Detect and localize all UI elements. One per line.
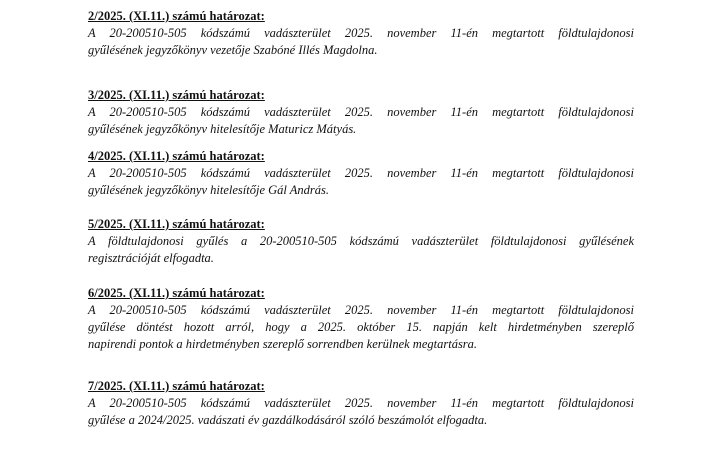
resolution-text-line: A 20-200510-505 kódszámú vadászterület 2025. november 11-én megtartott földtulajdonosi [88,396,634,410]
resolution-title: 7/2025. (XI.11.) számú határozat: [88,379,265,393]
resolution-text-line: A földtulajdonosi gyűlés a 20-200510-505 kódszámú vadászterület földtulajdonosi gyűlésének [88,234,634,248]
resolution-text-line: gyűlésének jegyzőkönyv vezetője Szabóné Illés Magdolna. [88,43,378,57]
resolution-title: 3/2025. (XI.11.) számú határozat: [88,88,265,102]
resolution-text-line: gyűlésének jegyzőkönyv hitelesítője Maturicz Mátyás. [88,122,357,136]
resolution-block [88,148,634,199]
resolution-text-line: gyűlése döntést hozott arról, hogy a 2025. október 15. napján kelt hirdetményben szereplő [88,320,634,334]
resolution-block [88,378,634,429]
resolution-text [88,104,634,138]
resolution-title: 2/2025. (XI.11.) számú határozat: [88,9,265,23]
resolution-title: 5/2025. (XI.11.) számú határozat: [88,217,265,231]
resolution-text [88,302,634,353]
resolution-text-line: A 20-200510-505 kódszámú vadászterület 2025. november 11-én megtartott földtulajdonosi [88,166,634,180]
resolution-text-line: napirendi pontok a hirdetményben szereplő sorrendben kerülnek megtartásra. [88,337,478,351]
resolution-text-line: A 20-200510-505 kódszámú vadászterület 2025. november 11-én megtartott földtulajdonosi [88,105,634,119]
resolution-text-line: gyűlése a 2024/2025. vadászati év gazdálkodásáról szóló beszámolót elfogadta. [88,413,488,427]
resolution-title: 4/2025. (XI.11.) számú határozat: [88,149,265,163]
resolution-text [88,25,634,59]
resolution-block [88,87,634,138]
resolution-text-line: A 20-200510-505 kódszámú vadászterület 2025. november 11-én megtartott földtulajdonosi [88,303,634,317]
resolution-text-line: gyűlésének jegyzőkönyv hitelesítője Gál András. [88,183,330,197]
resolution-text-line: regisztrációját elfogadta. [88,251,214,265]
resolution-text-line: A 20-200510-505 kódszámú vadászterület 2025. november 11-én megtartott földtulajdonosi [88,26,634,40]
resolution-block [88,216,634,267]
resolution-block [88,8,634,59]
resolution-text [88,165,634,199]
resolution-block [88,285,634,353]
resolution-text [88,233,634,267]
resolution-text [88,395,634,429]
resolution-title: 6/2025. (XI.11.) számú határozat: [88,286,265,300]
